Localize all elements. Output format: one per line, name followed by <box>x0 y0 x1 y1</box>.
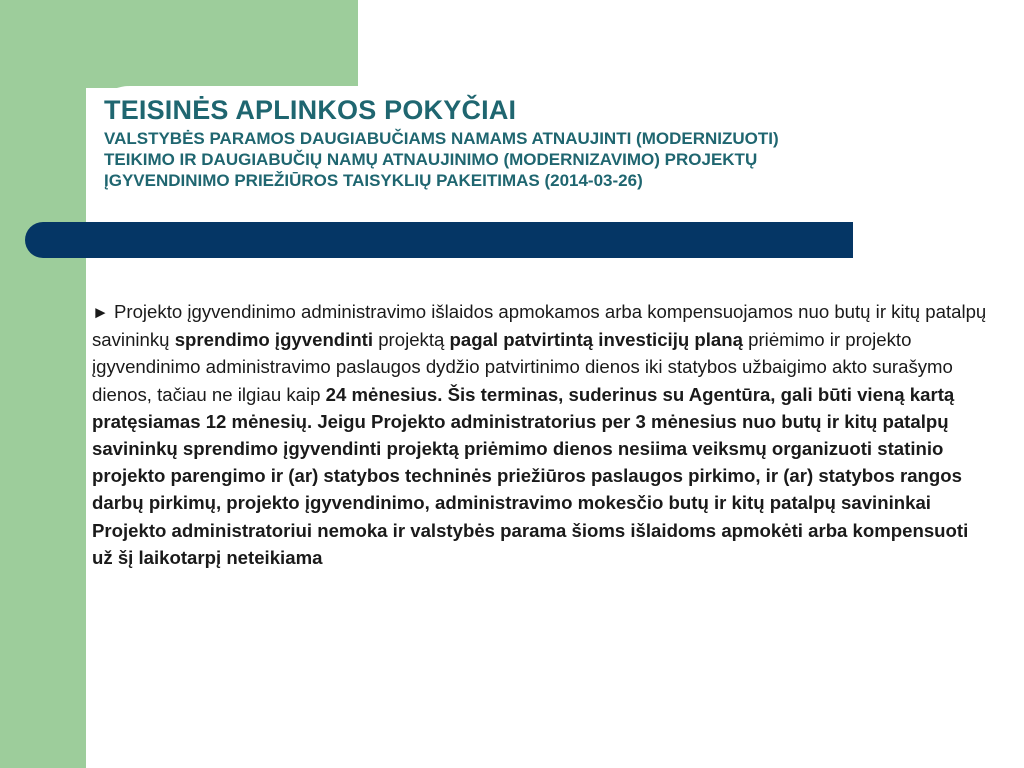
slide-title: TEISINĖS APLINKOS POKYČIAI <box>104 95 517 125</box>
bullet-arrow-icon: ► <box>92 303 109 322</box>
body-text-segments <box>92 301 991 568</box>
body-paragraph <box>92 298 992 571</box>
navy-divider-bar <box>25 222 853 258</box>
title-box <box>104 94 984 191</box>
body-text-bold: 24 mėnesius. Šis terminas, suderinus su Agentūra, gali būti vieną kartą pratęsiamas 12 mėnesių. Jeigu Projekto administratorius per 3 mėnesius nuo butų ir kitų patalpų savininkų sprendimo įgyvendinti projektą priėmimo dienos nesiima veiksmų organizuoti statinio projekto parengimo ir (ar) statybos techninės priežiūros paslaugos pirkimo, ir (ar) statybos rangos darbų pirkimų, projekto įgyvendinimo, administravimo mokesčio butų ir kitų patalpų savininkai Projekto administratoriui nemoka ir valstybės parama šioms išlaidoms apmokėti arba kompensuoti už šį laikotarpį neteikiama <box>92 383 974 568</box>
body-text-regular: priėmimo ir projekto įgyvendinimo administravimo paslaugos dydžio patvirtinimo dienos iki statybos užbaigimo akto surašymo dienos, tačiau ne ilgiau kaip <box>92 329 959 405</box>
body-text-regular: Projekto įgyvendinimo administravimo išlaidos apmokamos arba kompensuojamos nuo butų ir kitų patalpų savininkų <box>92 301 992 351</box>
body-text-bold: pagal patvirtintą investicijų planą <box>449 329 743 351</box>
body-text-regular: projektą <box>373 329 450 351</box>
body-text-bold: sprendimo įgyvendinti <box>174 329 374 351</box>
green-side-strip <box>0 0 86 768</box>
slide-subtitle: VALSTYBĖS PARAMOS DAUGIABUČIAMS NAMAMS ATNAUJINTI (MODERNIZUOTI) TEIKIMO IR DAUGIABUČIŲ NAMŲ ATNAUJINIMO (MODERNIZAVIMO) PROJEKTŲ ĮGYVENDINIMO PRIEŽIŪROS TAISYKLIŲ PAKEITIMAS (2014-03-26) <box>104 129 779 190</box>
green-top-block <box>0 0 358 88</box>
